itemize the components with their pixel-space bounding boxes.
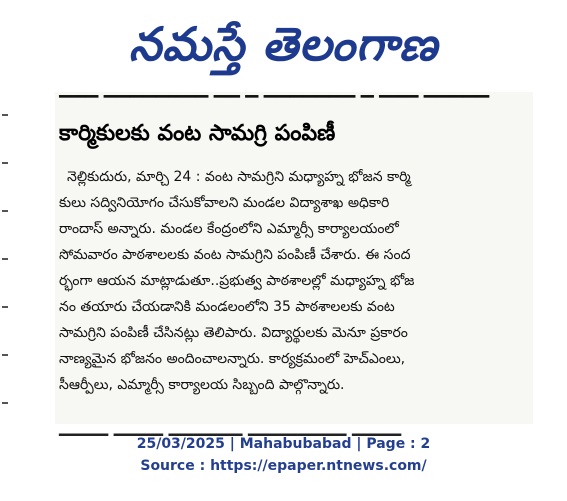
source-line: Source : https://epaper.ntnews.com/: [140, 458, 427, 474]
article-line: ర్భంగా ఆయన మాట్లాడుతూ..ప్రభుత్వ పాఠశాలల్లో మధ్యాహ్న భోజ: [59, 273, 415, 289]
article-line: సీఆర్పీలు, ఎమ్మార్సీ కార్యాలయ సిబ్బంది పాల్గొన్నారు.: [59, 377, 345, 393]
article-line: నాణ్యమైన భోజనం అందించాలన్నారు. కార్యక్రమంలో హెచ్ఎంలు,: [59, 351, 406, 367]
clipping-footer: [0, 433, 567, 477]
edge-mark: [2, 402, 8, 404]
date-edition-page: 25/03/2025 | Mahabubabad | Page : 2: [136, 436, 431, 452]
cut-off-next-text: ▁▁▁▁ ▁▁▁▁ ▁▁▁▁▁▁ ▁▁▁▁▁▁▁▁ ▁▁▁▁: [59, 417, 402, 436]
newspaper-masthead-title: నమస్తే తెలంగాణ: [128, 17, 439, 71]
edge-mark: [2, 258, 8, 260]
adjacent-column-edge: [0, 100, 14, 410]
masthead: [0, 0, 567, 88]
article-line: నెల్లికుదురు, మార్చి 24 : వంట సామగ్రిని మధ్యాహ్న భోజన కార్మి: [67, 169, 411, 185]
edge-mark: [2, 114, 8, 116]
article-line: నం తయారు చేయడానికి మండలంలోని 35 పాఠశాలలకు వంట: [59, 299, 395, 315]
edge-mark: [2, 162, 8, 164]
article-body: [59, 164, 529, 398]
article-line: సామగ్రిని పంపిణీ చేసినట్లు తెలిపారు. విద్యార్థులకు మెనూ ప్రకారం: [59, 325, 408, 341]
edge-mark: [2, 306, 8, 308]
cut-off-previous-text: ▔▔▔ ▔▔▔▔▔▔▔▔ ▔▔ ▔ ▔▔▔▔▔▔▔ ▔ ▔▔▔ ▔▔▔▔▔: [59, 96, 490, 116]
article-headline: కార్మికులకు వంట సామగ్రి పంపిణీ: [59, 121, 336, 146]
article-line: కులు సద్వినియోగం చేసుకోవాలని మండల విద్యాశాఖ అధికారి: [59, 195, 390, 211]
article-line: రాందాస్ అన్నారు. మండల కేంద్రంలోని ఎమ్మార్సీ కార్యాలయంలో: [59, 221, 399, 237]
news-clipping: [55, 92, 533, 436]
article-line: సోమవారం పాఠశాలలకు వంట సామగ్రిని పంపిణీ చేశారు. ఈ సంద: [59, 247, 411, 263]
edge-mark: [2, 354, 8, 356]
edge-mark: [2, 210, 8, 212]
